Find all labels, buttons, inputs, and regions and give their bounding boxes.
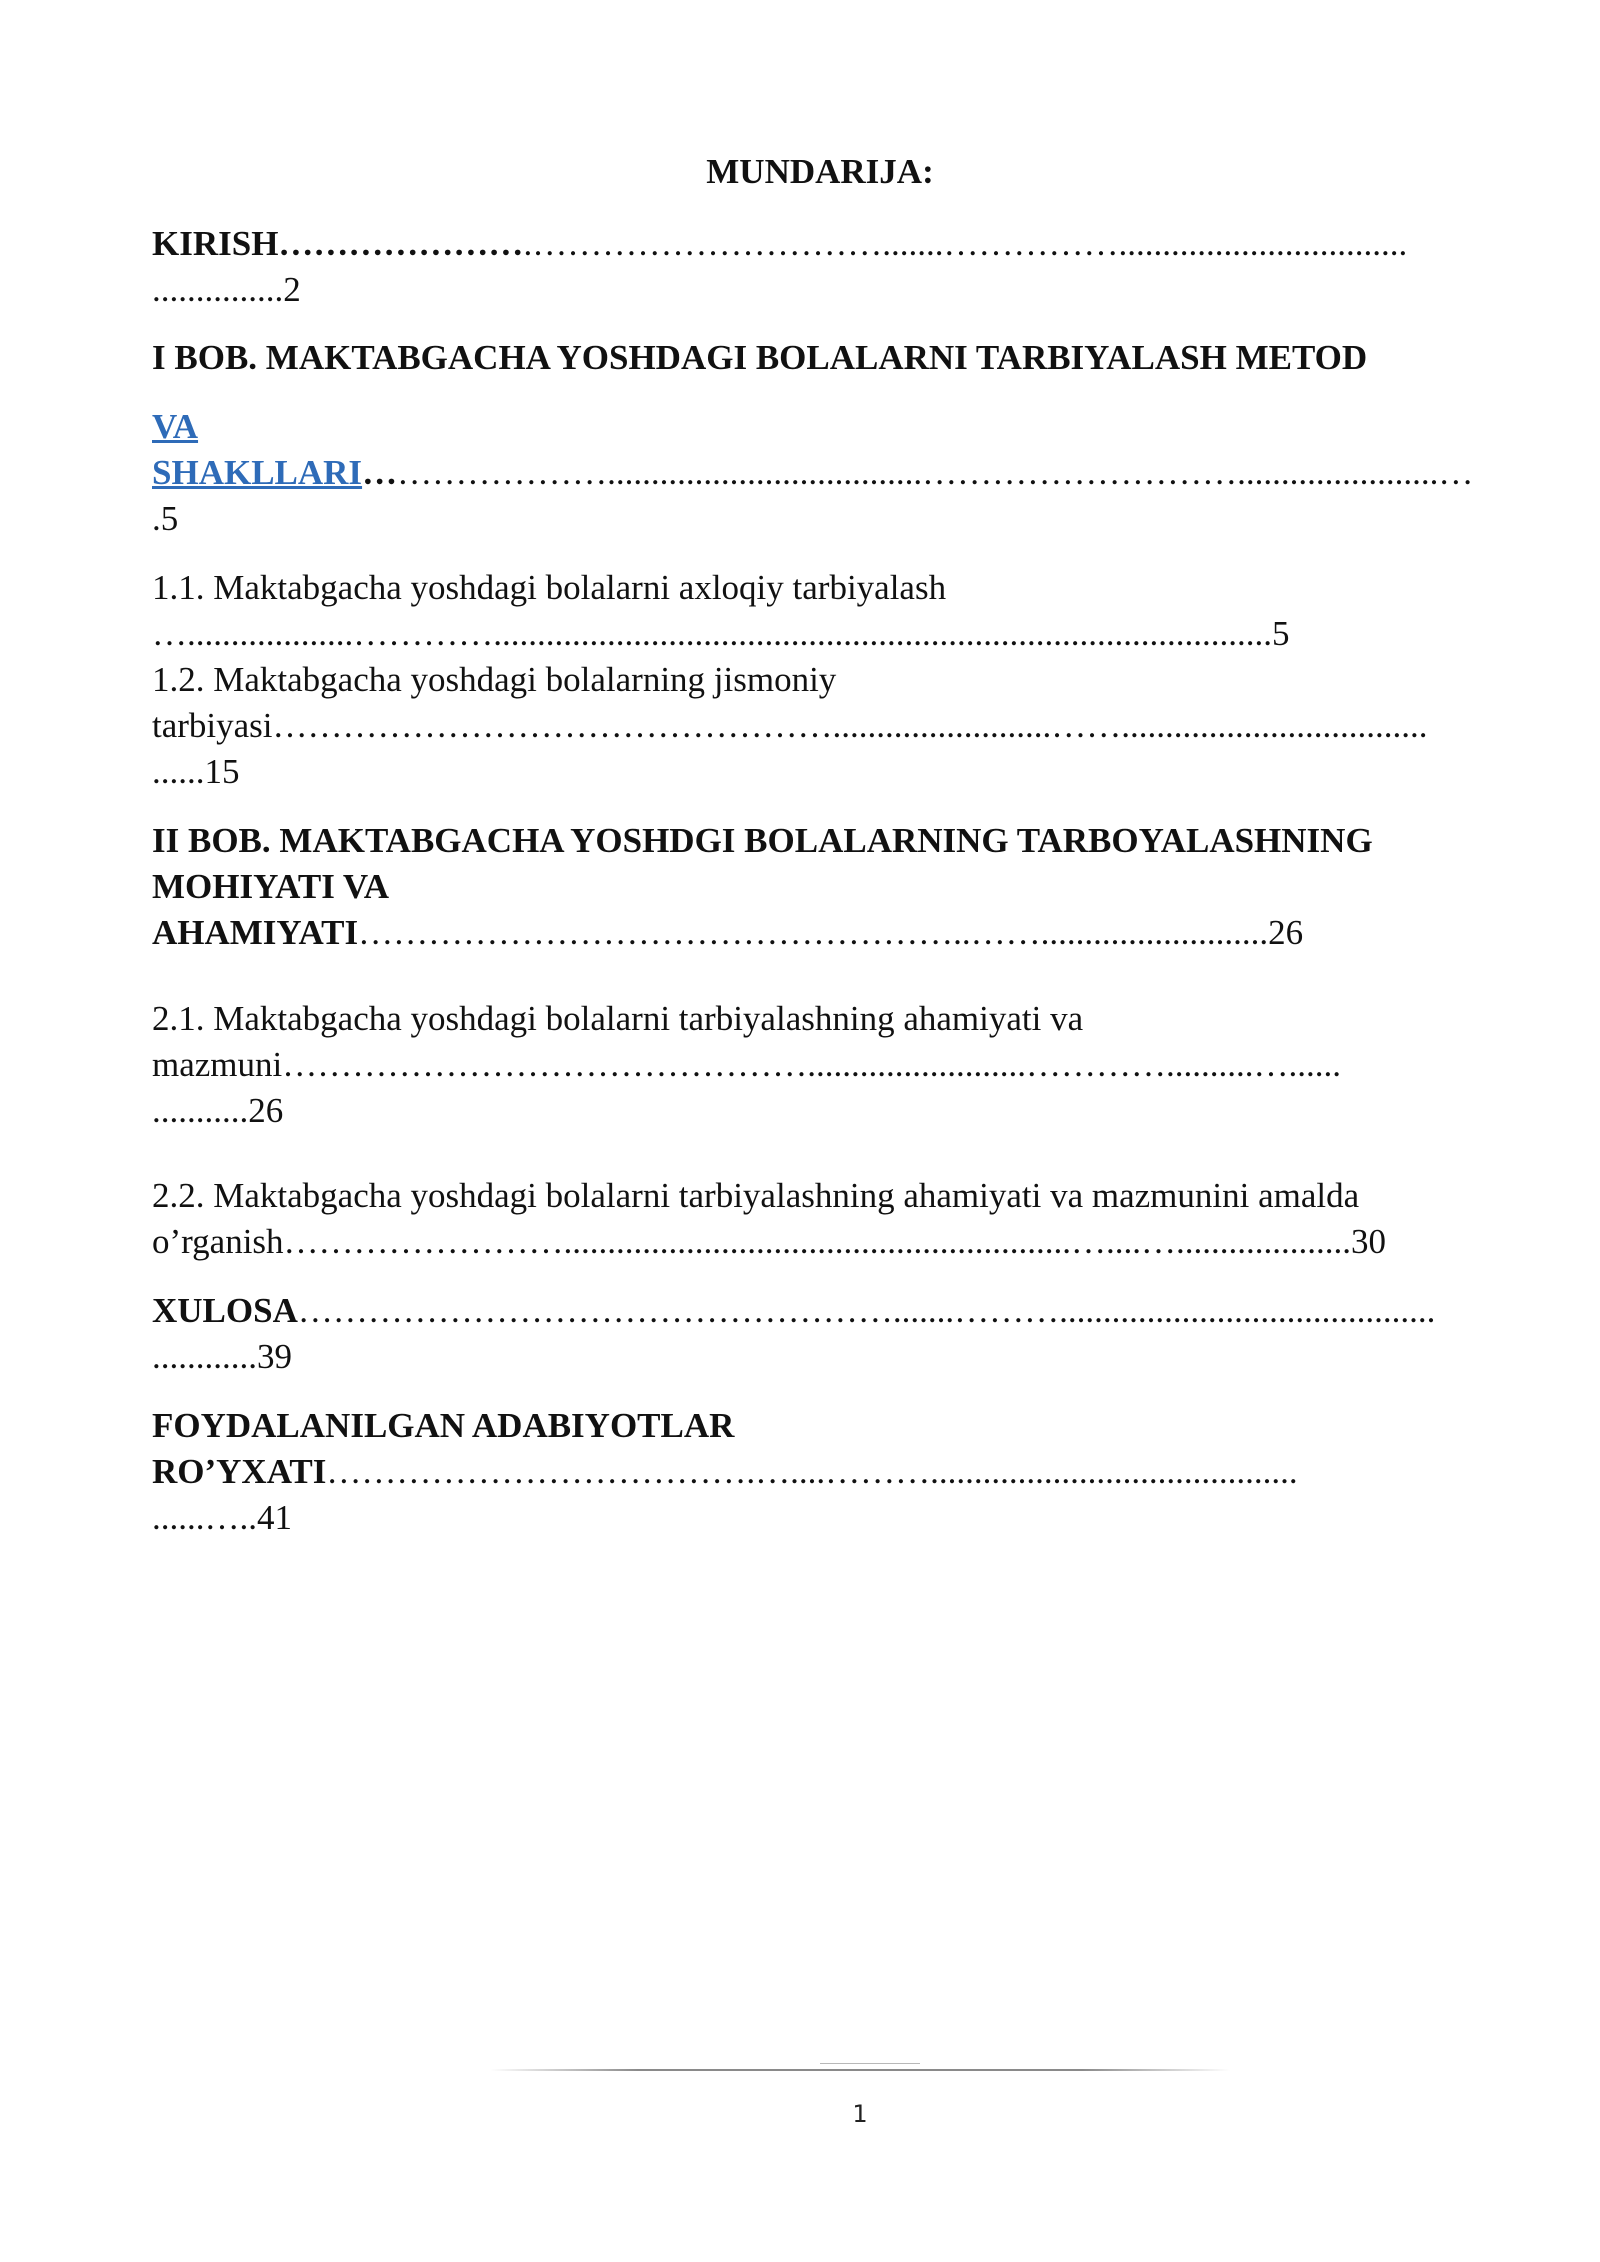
toc-section-2-1: 2.1. Maktabgacha yoshdagi bolalarni tarbiyalashning ahamiyati va <box>152 999 1084 1038</box>
toc-chapter-2-label: AHAMIYATI <box>152 913 359 952</box>
toc-chapter-2-line3 <box>152 910 1492 956</box>
toc-page-adabiyotlar: ......…..41 <box>152 1498 292 1537</box>
toc-entry-kirish <box>152 221 1492 267</box>
page-number: 1 <box>852 2100 868 2128</box>
toc-section-1-2-line2: tarbiyasi………………………………………….........................……................................... <box>152 706 1428 745</box>
toc-chapter-1-link-line <box>152 404 1492 450</box>
toc-section-1-1-dots: …...................………….........................................................................................5 <box>152 614 1290 653</box>
toc-leader-dots: ………………....................................……………………….......................… <box>397 453 1474 492</box>
toc-section-2-1-line2: mazmuni……………………………………….........................…………..........…...... <box>152 1045 1341 1084</box>
page-title: MUNDARIJA: <box>706 152 934 191</box>
toc-chapter-2-title: II BOB. MAKTABGACHA YOSHDGI BOLALARNING TARBOYALASHNING <box>152 821 1373 860</box>
footer-divider-accent <box>820 2063 920 2064</box>
toc-chapter-1-title: I BOB. MAKTABGACHA YOSHDAGI BOLALARNI TARBIYALASH METOD <box>152 338 1368 377</box>
toc-leader-dots: .………………………….......……………................................. <box>523 224 1408 263</box>
toc-entry-kirish-label: KIRISH………………… <box>152 224 524 263</box>
toc-chapter-1-line: SHAKLLARI…………………....................................……………………….......................… <box>152 453 1474 492</box>
toc-page-kirish: ...............2 <box>152 270 301 309</box>
toc-entry-xulosa-label: XULOSA <box>152 1291 298 1330</box>
toc-page-section-2-1: ...........26 <box>152 1091 284 1130</box>
toc-page-xulosa: ............39 <box>152 1337 292 1376</box>
toc-section-2-2: 2.2. Maktabgacha yoshdagi bolalarni tarbiyalashning ahamiyati va mazmunini amalda <box>152 1176 1360 1215</box>
toc-link-shakllari[interactable]: SHAKLLARI <box>152 453 363 492</box>
toc-leader-dots: ……………………………….…....……….......................................... <box>326 1452 1298 1491</box>
toc-leader-dots: ……………………………………………..……..........................26 <box>358 913 1304 952</box>
toc-page-chapter-1: .5 <box>152 499 179 538</box>
footer-divider <box>490 2069 1230 2071</box>
toc-section-1-2: 1.2. Maktabgacha yoshdagi bolalarning jismoniy <box>152 660 837 699</box>
toc-entry-adabiyotlar-label: RO’YXATI <box>152 1452 327 1491</box>
toc-entry-adabiyotlar-line2 <box>152 1449 1492 1495</box>
toc-leader-dots: …………………………………………….......………........................................... <box>297 1291 1436 1330</box>
toc-link-va[interactable]: VA <box>152 407 199 446</box>
toc-entry-adabiyotlar: FOYDALANILGAN ADABIYOTLAR <box>152 1406 735 1445</box>
toc-entry-xulosa <box>152 1288 1492 1334</box>
toc-chapter-2-line2: MOHIYATI VA <box>152 867 389 906</box>
toc-section-1-1: 1.1. Maktabgacha yoshdagi bolalarni axloqiy tarbiyalash <box>152 568 947 607</box>
toc-page-section-1-2: ......15 <box>152 752 240 791</box>
toc-section-2-2-line2: o’rganish……………………..........................................................…....…....................30 <box>152 1222 1387 1261</box>
